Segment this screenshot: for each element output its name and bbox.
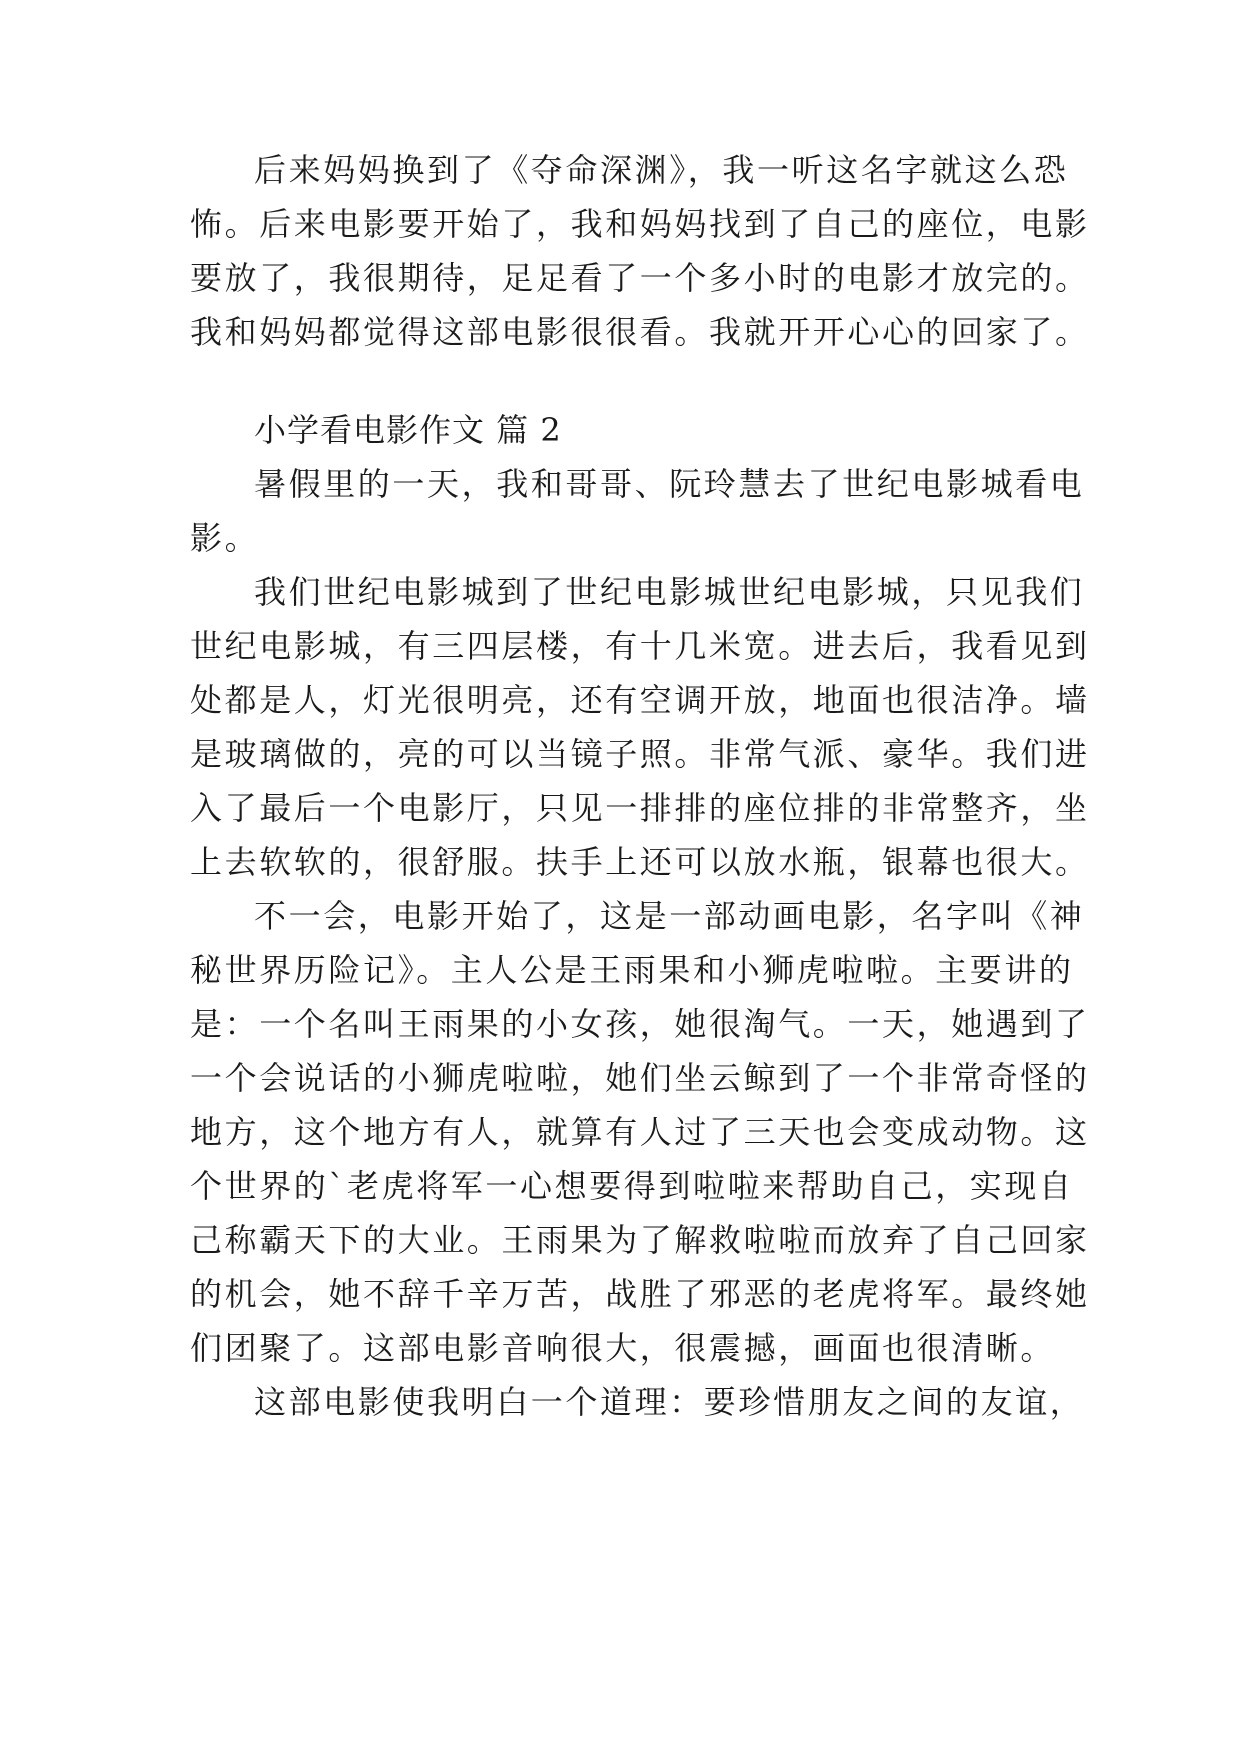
paragraph-line: 要放了，我很期待，足足看了一个多小时的电影才放完的。 bbox=[190, 259, 1090, 297]
paragraph-line: 己称霸天下的大业。王雨果为了解救啦啦而放弃了自己回家 bbox=[190, 1221, 1090, 1259]
paragraph-line: 不一会，电影开始了，这是一部动画电影，名字叫《神 bbox=[254, 897, 1085, 935]
paragraph-line: 上去软软的，很舒服。扶手上还可以放水瓶，银幕也很大。 bbox=[190, 843, 1090, 881]
paragraph-line: 处都是人，灯光很明亮，还有空调开放，地面也很洁净。墙 bbox=[190, 681, 1090, 719]
paragraph-line: 一个会说话的小狮虎啦啦，她们坐云鲸到了一个非常奇怪的 bbox=[190, 1059, 1090, 1097]
paragraph-line: 是玻璃做的，亮的可以当镜子照。非常气派、豪华。我们进 bbox=[190, 735, 1090, 773]
paragraph-line: 怖。后来电影要开始了，我和妈妈找到了自己的座位，电影 bbox=[190, 205, 1090, 243]
paragraph-line: 后来妈妈换到了《夺命深渊》，我一听这名字就这么恐 bbox=[254, 151, 1069, 189]
paragraph-line: 世纪电影城，有三四层楼，有十几米宽。进去后，我看见到 bbox=[190, 627, 1090, 665]
paragraph-line: 个世界的`老虎将军一心想要得到啦啦来帮助自己，实现自 bbox=[190, 1167, 1074, 1205]
paragraph-line: 的机会，她不辞千辛万苦，战胜了邪恶的老虎将军。最终她 bbox=[190, 1275, 1090, 1313]
paragraph-line: 们团聚了。这部电影音响很大，很震撼，画面也很清晰。 bbox=[190, 1329, 1056, 1367]
section-heading: 小学看电影作文 篇 2 bbox=[254, 411, 562, 449]
paragraph-line: 入了最后一个电影厅，只见一排排的座位排的非常整齐，坐 bbox=[190, 789, 1090, 827]
paragraph-line: 我和妈妈都觉得这部电影很很看。我就开开心心的回家了。 bbox=[190, 313, 1090, 351]
paragraph-line: 这部电影使我明白一个道理：要珍惜朋友之间的友谊， bbox=[254, 1383, 1085, 1421]
paragraph-line: 暑假里的一天，我和哥哥、阮玲慧去了世纪电影城看电 bbox=[254, 465, 1085, 503]
paragraph-line: 秘世界历险记》。主人公是王雨果和小狮虎啦啦。主要讲的 bbox=[190, 951, 1074, 989]
paragraph-line: 影。 bbox=[190, 519, 260, 557]
paragraph-line: 是：一个名叫王雨果的小女孩，她很淘气。一天，她遇到了 bbox=[190, 1005, 1090, 1043]
paragraph-line: 我们世纪电影城到了世纪电影城世纪电影城，只见我们 bbox=[254, 573, 1085, 611]
paragraph-line: 地方，这个地方有人，就算有人过了三天也会变成动物。这 bbox=[190, 1113, 1090, 1151]
